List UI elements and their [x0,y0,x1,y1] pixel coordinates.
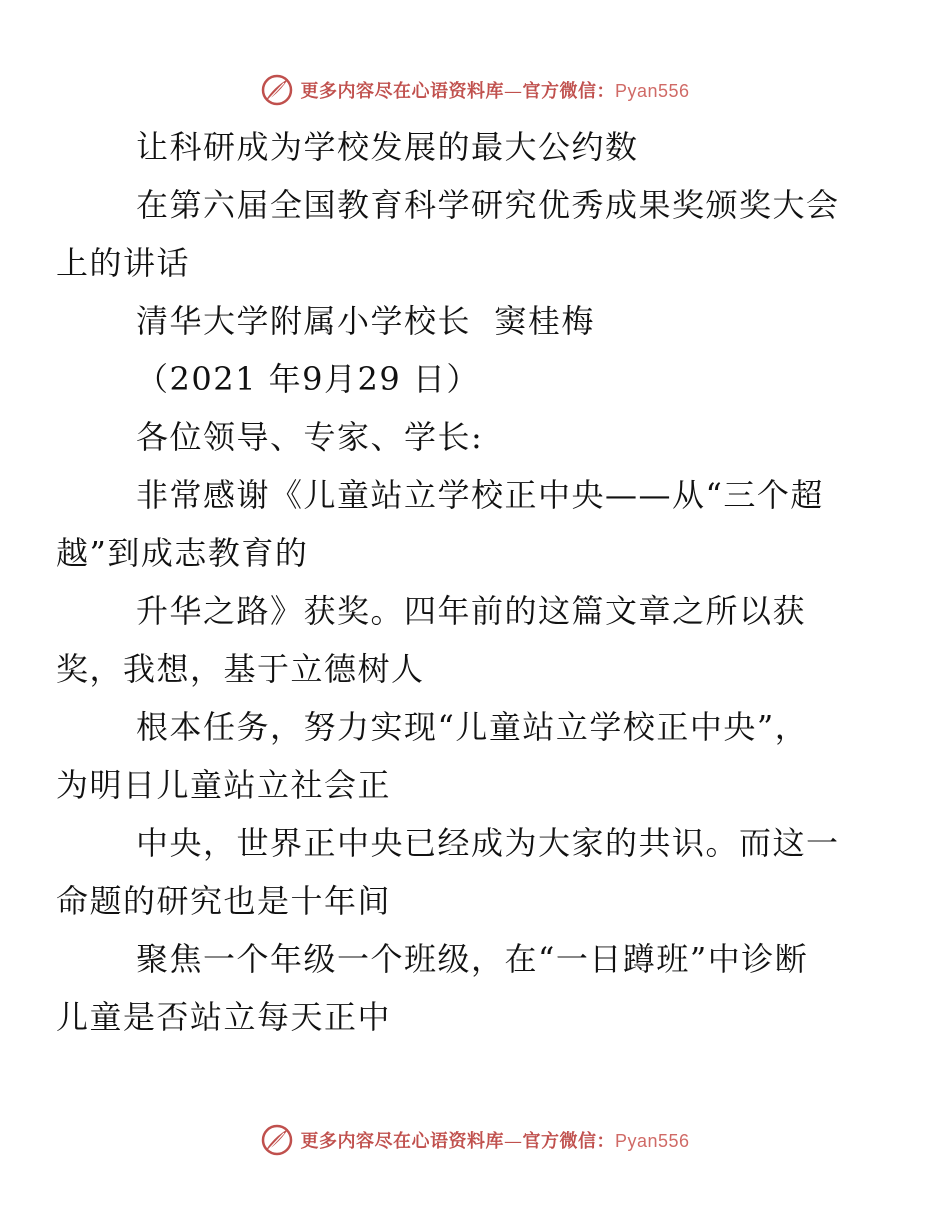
body-line: 非常感谢《儿童站立学校正中央——从“三个超 [136,476,824,514]
footer-watermark [0,1120,950,1160]
document-author [96,292,856,350]
document-date [96,350,856,408]
document-title [96,118,856,176]
document-subtitle [56,176,856,292]
watermark-label: 官方微信： [522,81,615,102]
subtitle-line-2: 上的讲话 [56,244,191,282]
document-paragraph [56,466,856,1046]
watermark-separator: — [503,81,523,102]
watermark-label: 官方微信： [522,1131,615,1152]
body-line: 儿童是否站立每天正中 [56,998,392,1036]
watermark-id: Pyan556 [614,81,690,101]
body-line: 命题的研究也是十年间 [56,882,392,920]
subtitle-line-1: 在第六届全国教育科学研究优秀成果奖颁奖大会 [136,186,840,224]
body-line: 中央，世界正中央已经成为大家的共识。而这一 [136,824,840,862]
watermark-text [300,77,689,103]
date-text: （2021 年9月29 日） [136,360,480,398]
salutation-text: 各位领导、专家、学长: [136,418,484,456]
body-line: 聚焦一个年级一个班级，在“一日蹲班”中诊断 [136,940,809,978]
body-line: 奖，我想，基于立德树人 [56,650,425,688]
watermark-text [300,1127,689,1153]
watermark-site: 更多内容尽在心语资料库 [300,81,504,102]
header-watermark [0,70,950,110]
title-text: 让科研成为学校发展的最大公约数 [136,128,639,166]
document-body [56,118,856,1046]
document-salutation [96,408,856,466]
body-line: 升华之路》获奖。四年前的这篇文章之所以获 [136,592,807,630]
watermark-id: Pyan556 [614,1131,690,1151]
quill-logo-icon [260,73,294,107]
body-line: 越”到成志教育的 [56,534,309,572]
author-text: 清华大学附属小学校长 窦桂梅 [136,302,595,340]
quill-logo-icon [260,1123,294,1157]
watermark-separator: — [503,1131,523,1152]
watermark-site: 更多内容尽在心语资料库 [300,1131,504,1152]
body-line: 根本任务，努力实现“儿童站立学校正中央”， [136,708,809,746]
body-line: 为明日儿童站立社会正 [56,766,392,804]
